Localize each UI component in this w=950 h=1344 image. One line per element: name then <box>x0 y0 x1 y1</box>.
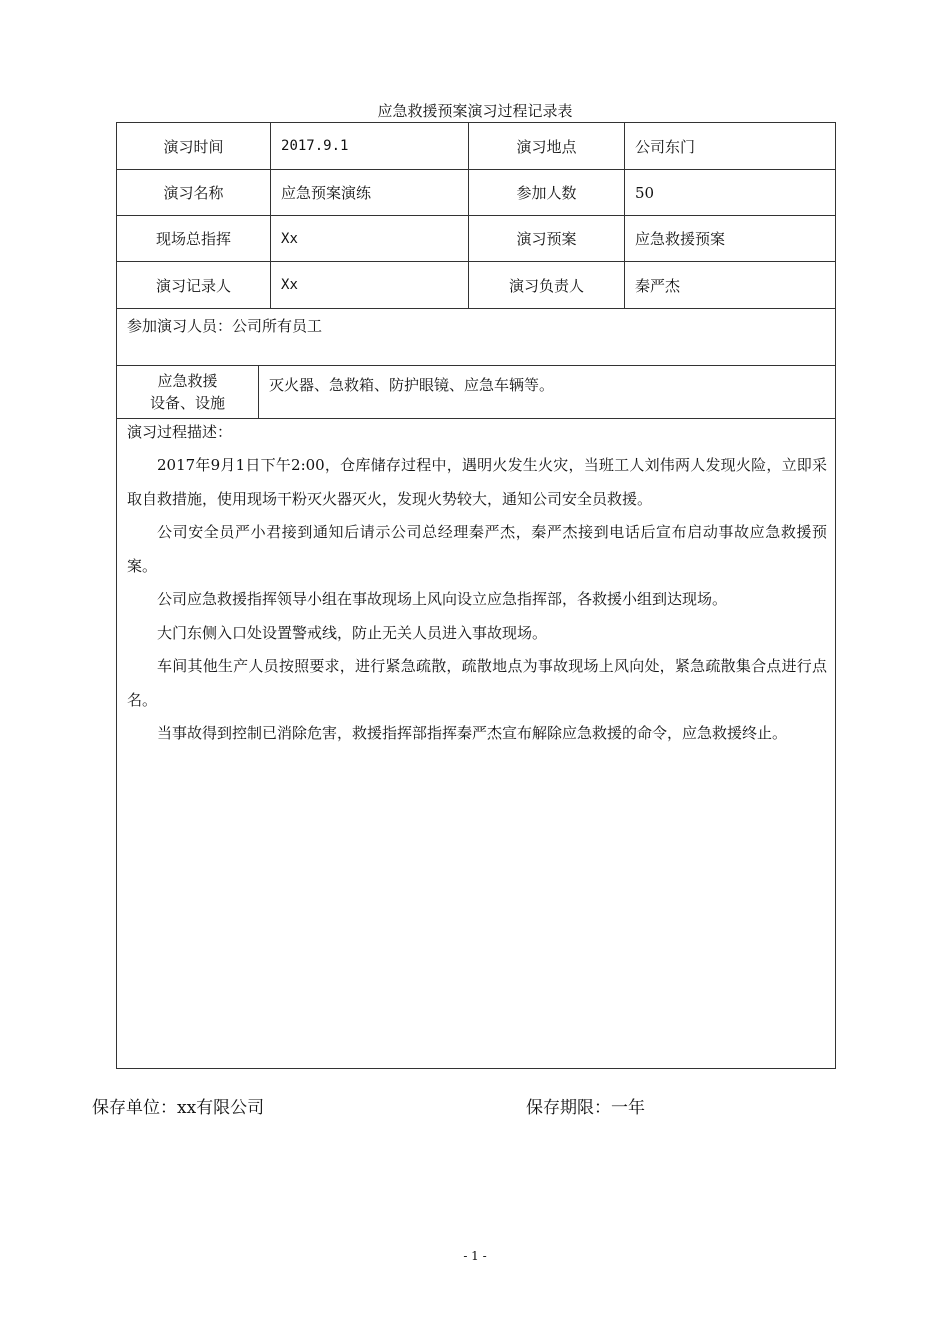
process-paragraph: 当事故得到控制已消除危害，救援指挥部指挥秦严杰宣布解除应急救援的命令，应急救援终止。 <box>157 724 788 742</box>
table-row-equipment <box>117 366 836 419</box>
recorder-value: Xx <box>271 262 469 309</box>
process-description-cell <box>117 419 836 1069</box>
storage-period: 保存期限：一年 <box>526 1098 645 1118</box>
storage-unit: 保存单位：xx有限公司 <box>92 1098 265 1118</box>
responsible-person-label: 演习负责人 <box>469 262 625 309</box>
commander-label: 现场总指挥 <box>117 216 271 262</box>
participant-count-value: 50 <box>625 170 836 216</box>
table-row-commander <box>117 216 836 262</box>
process-heading: 演习过程描述： <box>127 423 233 441</box>
drill-time-value: 2017.9.1 <box>271 123 469 170</box>
process-paragraph: 2017年9月1日下午2:00，仓库储存过程中，遇明火发生火灾，当班工人刘伟两人发现火险，立即采取自救措施，使用现场干粉灭火器灭火，发现火势较大，通知公司安全员救援。 <box>127 456 828 508</box>
process-paragraph: 车间其他生产人员按照要求，进行紧急疏散，疏散地点为事故现场上风向处，紧急疏散集合点进行点名。 <box>127 657 828 709</box>
equipment-value: 灭火器、急救箱、防护眼镜、应急车辆等。 <box>259 366 836 419</box>
responsible-person-value: 秦严杰 <box>625 262 836 309</box>
participant-count-label: 参加人数 <box>469 170 625 216</box>
table-row-recorder <box>117 262 836 309</box>
process-paragraph: 大门东侧入口处设置警戒线，防止无关人员进入事故现场。 <box>157 623 548 642</box>
drill-name-value: 应急预案演练 <box>271 170 469 216</box>
drill-name-label: 演习名称 <box>117 170 271 216</box>
document-title: 应急救援预案演习过程记录表 <box>377 102 573 120</box>
table-row-drill-name <box>117 170 836 216</box>
drill-plan-label: 演习预案 <box>469 216 625 262</box>
table-row-process <box>117 419 836 1069</box>
participants-text: 参加演习人员：公司所有员工 <box>117 309 836 366</box>
drill-location-value: 公司东门 <box>625 123 836 170</box>
table-row-drill-time <box>117 123 836 170</box>
table-row-participants <box>117 309 836 366</box>
equipment-label-line2: 设备、设施 <box>149 394 225 412</box>
recorder-label: 演习记录人 <box>117 262 271 309</box>
process-paragraph: 公司安全员严小君接到通知后请示公司总经理秦严杰，秦严杰接到电话后宣布启动事故应急救援预案。 <box>127 523 828 575</box>
drill-time-label: 演习时间 <box>117 123 271 170</box>
process-paragraph: 公司应急救援指挥领导小组在事故现场上风向设立应急指挥部，各救援小组到达现场。 <box>157 590 728 608</box>
equipment-label-line1: 应急救援 <box>157 372 218 390</box>
equipment-label <box>117 366 259 419</box>
drill-record-table <box>116 122 836 1069</box>
commander-value: Xx <box>271 216 469 262</box>
drill-location-label: 演习地点 <box>469 123 625 170</box>
page-number: - 1 - <box>463 1249 487 1263</box>
drill-plan-value: 应急救援预案 <box>625 216 836 262</box>
